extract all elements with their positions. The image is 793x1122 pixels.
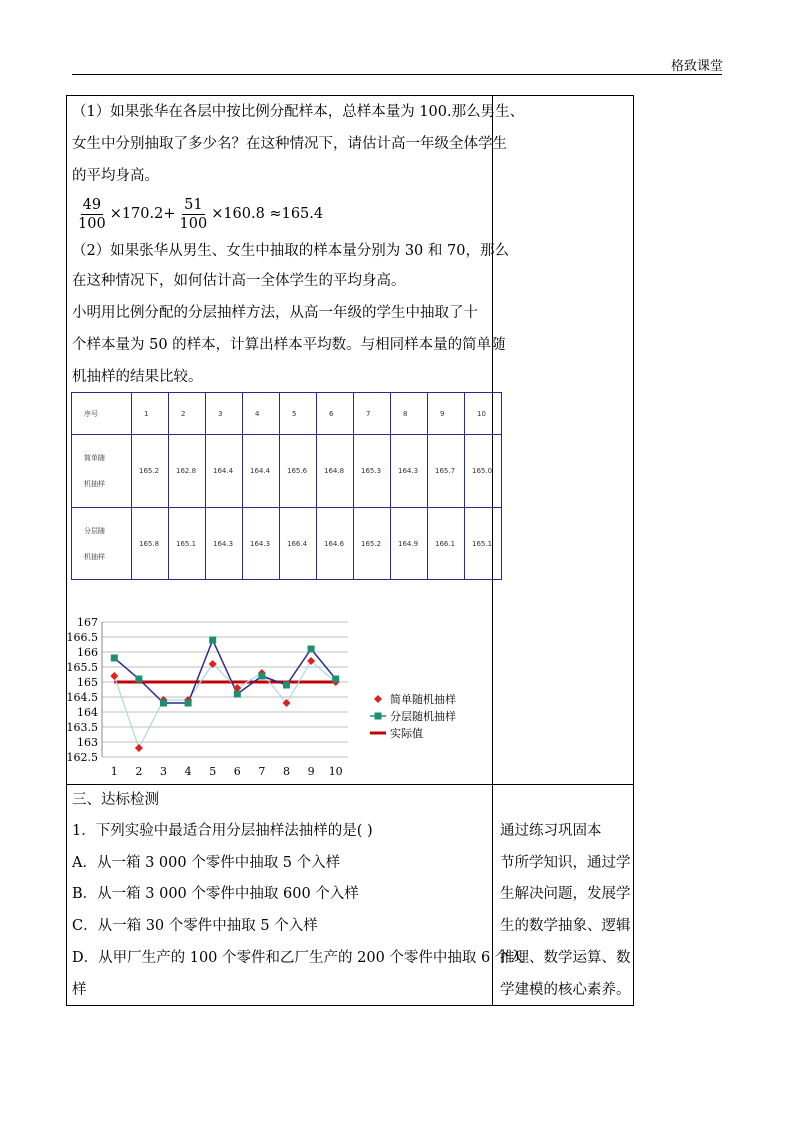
option-b: B．从一箱 3 000 个零件中抽取 600 个入样: [72, 886, 359, 902]
q2-line-1: （2）如果张华从男生、女生中抽取的样本量分别为 30 和 70，那么: [72, 243, 509, 259]
table-row: [72, 435, 502, 508]
stratified-sampling-point: [111, 655, 118, 662]
x-tick-label: 1: [110, 765, 118, 778]
y-tick-label: 166.5: [66, 631, 98, 644]
y-tick-label: 163.5: [66, 721, 98, 734]
intro-line-1: 小明用比例分配的分层抽样方法，从高一年级的学生中抽取了十: [72, 305, 478, 321]
formula-middle: ×170.2+: [109, 206, 176, 222]
y-tick-label: 163: [77, 736, 98, 749]
fraction-1: [76, 196, 108, 233]
table-cell: 164.6: [317, 508, 354, 580]
table-cell: 165.7: [428, 435, 465, 508]
row-divider: [66, 784, 634, 785]
option-d: D．从甲厂生产的 100 个零件和乙厂生产的 200 个零件中抽取 6 个入: [72, 950, 524, 966]
y-tick-label: 164.5: [66, 691, 98, 704]
header-rule: [72, 74, 722, 75]
x-tick-label: 2: [135, 765, 143, 778]
table-row: [72, 508, 502, 580]
table-header-cell: 10: [465, 393, 502, 435]
table-cell: 164.8: [317, 435, 354, 508]
stratified-sampling-point: [209, 637, 216, 644]
row-label-bottom: 机抽样: [84, 480, 105, 488]
fraction-2-denominator: 100: [179, 215, 208, 232]
q1-line-1: （1）如果张华在各层中按比例分配样本，总样本量为 100.那么男生、: [72, 104, 525, 120]
table-cell: 165.1: [465, 508, 502, 580]
table-header-cell: 7: [354, 393, 391, 435]
legend-simple-label: 简单随机抽样: [390, 693, 456, 706]
x-tick-label: 6: [233, 765, 241, 778]
x-tick-label: 4: [184, 765, 192, 778]
table-cell: 162.8: [169, 435, 206, 508]
table-cell: 165.3: [354, 435, 391, 508]
table-cell: 164.9: [391, 508, 428, 580]
q1-line-2: 女生中分别抽取了多少名？在这种情况下，请估计高一年级全体学生: [72, 136, 507, 152]
y-tick-label: 165: [77, 676, 98, 689]
legend-stratified-marker: [375, 713, 382, 720]
table-cell: 165.0: [465, 435, 502, 508]
comparison-chart: [66, 612, 470, 782]
table-cell: 165.6: [280, 435, 317, 508]
table-header-row: [72, 393, 502, 435]
x-tick-label: 5: [209, 765, 217, 778]
stratified-sampling-point: [234, 691, 241, 698]
stratified-sampling-point: [160, 700, 167, 707]
row-label: [72, 508, 132, 580]
fraction-1-numerator: 49: [82, 196, 102, 213]
stratified-sampling-point: [185, 700, 192, 707]
table-cell: 165.1: [169, 508, 206, 580]
stratified-sampling-point: [135, 676, 142, 683]
x-tick-label: 7: [258, 765, 266, 778]
table-cell: 164.4: [206, 435, 243, 508]
formula-tail: ×160.8 ≈165.4: [211, 206, 324, 222]
stratified-sampling-point: [308, 646, 315, 653]
table-header-cell: 8: [391, 393, 428, 435]
table-cell: 165.2: [354, 508, 391, 580]
table-cell: 164.3: [391, 435, 428, 508]
row-label-top: 简单随: [84, 454, 105, 462]
table-cell: 166.4: [280, 508, 317, 580]
option-c: C．从一箱 30 个零件中抽取 5 个入样: [72, 918, 318, 934]
table-header-cell: 2: [169, 393, 206, 435]
q1-line-3: 的平均身高。: [72, 168, 159, 184]
right-note-line-4: 生的数学抽象、逻辑: [500, 918, 631, 934]
option-d-continued: 样: [72, 982, 87, 998]
legend-stratified-label: 分层随机抽样: [390, 710, 456, 723]
table-cell: 165.8: [132, 508, 169, 580]
q2-line-2: 在这种情况下，如何估计高一全体学生的平均身高。: [72, 273, 406, 289]
table-cell: 164.3: [206, 508, 243, 580]
simple-sampling-point: [135, 744, 143, 752]
option-a: A．从一箱 3 000 个零件中抽取 5 个入样: [72, 855, 341, 871]
stratified-sampling-line: [114, 640, 335, 703]
stratified-sampling-point: [283, 682, 290, 689]
table-header-cell: 3: [206, 393, 243, 435]
right-note-line-2: 节所学知识，通过学: [500, 855, 631, 871]
table-header-cell: 6: [317, 393, 354, 435]
fraction-1-denominator: 100: [78, 215, 106, 232]
fraction-2-numerator: 51: [184, 196, 203, 213]
legend-simple-marker: [374, 695, 382, 703]
table-cell: 164.3: [243, 508, 280, 580]
x-tick-label: 10: [328, 765, 343, 778]
fraction-2: [178, 196, 210, 233]
table-cell: 164.4: [243, 435, 280, 508]
section3-title: 三、达标检测: [72, 792, 159, 808]
header-brand: 格致课堂: [670, 59, 723, 74]
row-label-top: 分层随: [84, 526, 105, 535]
x-tick-label: 3: [160, 765, 167, 778]
sample-table: [71, 392, 502, 580]
stratified-sampling-point: [332, 676, 339, 683]
simple-sampling-line: [114, 661, 335, 748]
row-label: [72, 435, 132, 508]
table-header-cell: 5: [280, 393, 317, 435]
table-header-label: 序号: [72, 393, 132, 435]
right-note-line-6: 学建模的核心素养。: [500, 982, 631, 998]
x-tick-label: 9: [307, 765, 315, 778]
formula: [74, 192, 323, 236]
legend-actual-label: 实际值: [390, 727, 423, 740]
right-note-line-3: 生解决问题，发展学: [500, 886, 631, 902]
y-tick-label: 164: [77, 706, 98, 719]
right-note-line-1: 通过练习巩固本: [500, 823, 602, 839]
intro-line-3: 机抽样的结果比较。: [72, 369, 203, 385]
simple-sampling-point: [110, 672, 118, 680]
right-note-line-5: 推理、数学运算、数: [500, 950, 631, 966]
y-tick-label: 165.5: [66, 661, 98, 674]
y-tick-label: 166: [77, 646, 98, 659]
row-label-bottom: 机抽样: [84, 552, 105, 561]
table-header-cell: 9: [428, 393, 465, 435]
table-header-cell: 4: [243, 393, 280, 435]
table-cell: 165.2: [132, 435, 169, 508]
intro-line-2: 个样本量为 50 的样本，计算出样本平均数。与相同样本量的简单随: [72, 337, 506, 353]
table-cell: 166.1: [428, 508, 465, 580]
y-tick-label: 167: [77, 616, 98, 629]
y-tick-label: 162.5: [66, 751, 98, 764]
stratified-sampling-point: [258, 673, 265, 680]
question-1: 1．下列实验中最适合用分层抽样法抽样的是( ): [72, 823, 373, 839]
table-header-cell: 1: [132, 393, 169, 435]
x-tick-label: 8: [283, 765, 290, 778]
